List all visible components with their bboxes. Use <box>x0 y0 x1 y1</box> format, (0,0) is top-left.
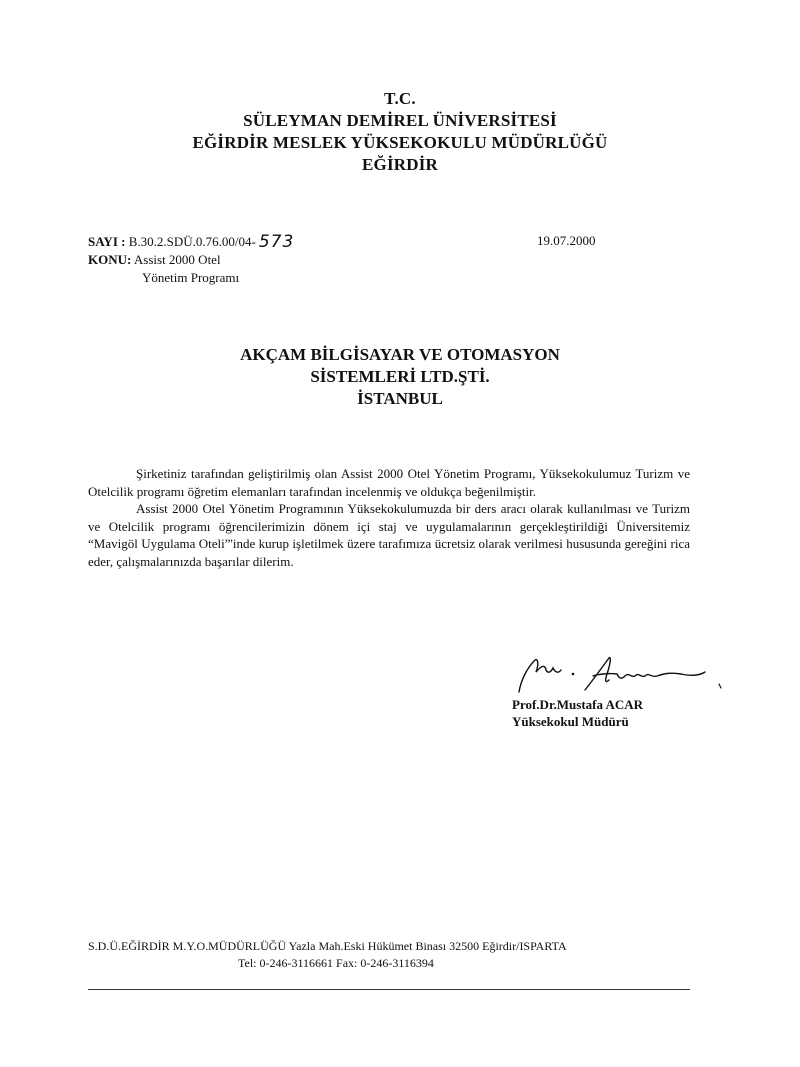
signer-title: Yüksekokul Müdürü <box>512 714 629 729</box>
handwritten-signature <box>505 650 735 700</box>
recipient-line-2: SİSTEMLERİ LTD.ŞTİ. <box>310 367 490 386</box>
letterhead-line-1: T.C. <box>384 89 416 108</box>
konu-row <box>88 251 294 269</box>
recipient-line-3: İSTANBUL <box>357 389 443 408</box>
sayi-handwritten-number: 573 <box>258 232 295 252</box>
letterhead <box>0 88 800 176</box>
signer-name: Prof.Dr.Mustafa ACAR <box>512 697 644 712</box>
konu-line-1: Assist 2000 Otel <box>133 252 221 267</box>
letter-body <box>88 465 690 570</box>
reference-block <box>88 232 294 287</box>
sayi-label: SAYI : <box>88 234 126 249</box>
letter-date: 19.07.2000 <box>537 233 596 248</box>
letterhead-line-4: EĞİRDİR <box>361 155 439 174</box>
recipient-block <box>0 344 800 410</box>
konu-line-2: Yönetim Programı <box>142 270 240 285</box>
signer-block <box>512 696 643 730</box>
footer-contact: Tel: 0-246-3116661 Fax: 0-246-3116394 <box>238 956 434 970</box>
body-paragraph-2: Assist 2000 Otel Yönetim Programının Yüksekokulumuzda bir ders aracı olarak kullanılması ve Turizm ve Otelcilik programı öğrencilerimizin dönem içi staj ve uygulamalarının gerçekleştirildiği Üniversitemiz “Mavigöl Uygulama Oteli”'inde kurup işletilmek üzere tarafımıza ücretsiz olarak verilmesi hususunda gereğini rica eder, çalışmalarınızda başarılar dilerim. <box>88 501 690 569</box>
sayi-value: B.30.2.SDÜ.0.76.00/04- <box>128 234 256 249</box>
footer <box>88 938 688 972</box>
footer-address: S.D.Ü.EĞİRDİR M.Y.O.MÜDÜRLÜĞÜ Yazla Mah.Eski Hükümet Binası 32500 Eğirdir/ISPARTA <box>88 939 567 953</box>
recipient-line-1: AKÇAM BİLGİSAYAR VE OTOMASYON <box>240 345 560 364</box>
sayi-row <box>88 232 294 251</box>
letterhead-line-2: SÜLEYMAN DEMİREL ÜNİVERSİTESİ <box>243 111 557 130</box>
footer-divider <box>88 989 690 990</box>
konu-label: KONU: <box>88 252 132 267</box>
letterhead-line-3: EĞİRDİR MESLEK YÜKSEKOKULU MÜDÜRLÜĞÜ <box>192 133 608 152</box>
body-paragraph-1: Şirketiniz tarafından geliştirilmiş olan Assist 2000 Otel Yönetim Programı, Yüksekokulumuz Turizm ve Otelcilik programı öğretim elemanları tarafından incelenmiş ve oldukça beğenilmiştir. <box>88 466 690 499</box>
